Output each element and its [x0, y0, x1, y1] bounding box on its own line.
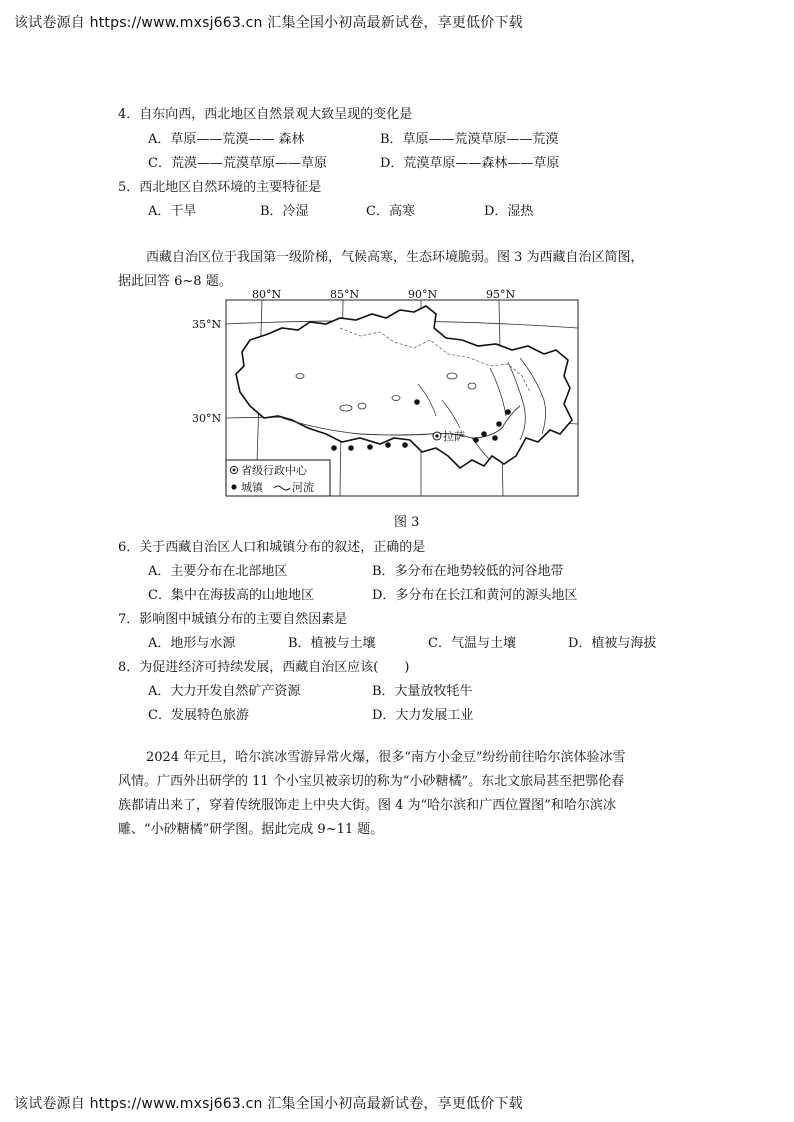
passage-harbin-line-4: 雕、“小砂糖橘”研学图。据此完成 9~11 题。 [118, 822, 384, 837]
question-8-option-b: B．大量放牧牦牛 [372, 684, 473, 699]
lon-label-85: 85°N [330, 288, 360, 301]
lake-3 [447, 373, 457, 379]
capital-symbol-dot [435, 434, 438, 437]
map-legend [226, 460, 330, 496]
town [402, 442, 408, 448]
lake-6 [392, 396, 400, 401]
question-4-option-d: D．荒漠草原——森林——草原 [380, 156, 560, 171]
question-7-option-b: B．植被与土壤 [288, 636, 376, 651]
town [367, 444, 373, 450]
passage-harbin [118, 746, 678, 842]
passage-harbin-line-2: 风情。广西外出研学的 11 个小宝贝被亲切的称为“小砂糖橘”。东北文旅局甚至把鄂伦春 [118, 774, 625, 789]
town [505, 409, 511, 415]
town [385, 442, 391, 448]
question-5-option-c: C．高寒 [366, 204, 415, 219]
question-8-stem: 8．为促进经济可持续发展，西藏自治区应该( ) [118, 660, 410, 675]
lake-1 [340, 405, 352, 411]
question-6-option-d: D．多分布在长江和黄河的源头地区 [372, 588, 578, 603]
question-5-option-a: A．干旱 [148, 204, 197, 219]
question-4-option-c: C．荒漠——荒漠草原——草原 [148, 156, 327, 171]
town [331, 445, 337, 451]
lake-4 [468, 383, 476, 389]
town [496, 421, 502, 427]
legend-capital-label: 省级行政中心 [241, 464, 307, 477]
town [414, 399, 420, 405]
figure-3-caption: 图 3 [394, 515, 420, 530]
lat-label-30: 30°N [192, 412, 222, 425]
town [473, 437, 479, 443]
question-6-option-b: B．多分布在地势较低的河谷地带 [372, 564, 564, 579]
question-4-stem: 4．自东向西，西北地区自然景观大致呈现的变化是 [118, 107, 413, 122]
passage-harbin-line-3: 族都请出来了，穿着传统服饰走上中央大街。图 4 为“哈尔滨和广西位置图”和哈尔滨冰 [118, 798, 616, 813]
question-7-stem: 7．影响图中城镇分布的主要自然因素是 [118, 612, 348, 627]
legend-town-label: 城镇 [241, 481, 263, 494]
question-8-option-a: A．大力开发自然矿产资源 [148, 684, 301, 699]
question-6-option-c: C．集中在海拔高的山地地区 [148, 588, 314, 603]
footer-source-banner: 该试卷源自 https://www.mxsj663.cn 汇集全国小初高最新试卷，享更低价下载 [14, 1096, 523, 1112]
question-4-option-b: B．草原——荒漠草原——荒漠 [380, 132, 559, 147]
passage-tibet [118, 246, 678, 294]
passage-tibet-line-1: 西藏自治区位于我国第一级阶梯，气候高寒，生态环境脆弱。图 3 为西藏自治区简图， [146, 250, 644, 265]
question-6-option-a: A．主要分布在北部地区 [148, 564, 288, 579]
passage-tibet-line-2: 据此回答 6~8 题。 [118, 274, 232, 289]
town [481, 431, 487, 437]
lake-5 [296, 374, 304, 379]
passage-harbin-line-1: 2024 年元旦，哈尔滨冰雪游异常火爆，很多“南方小金豆”纷纷前往哈尔滨体验冰雪 [146, 750, 626, 765]
tibet-map [190, 288, 590, 503]
legend-river-label: 河流 [292, 481, 314, 494]
town [492, 435, 498, 441]
question-5-option-b: B．冷湿 [260, 204, 309, 219]
header-source-banner: 该试卷源自 https://www.mxsj663.cn 汇集全国小初高最新试卷，享更低价下载 [14, 15, 523, 31]
lon-label-95: 95°N [486, 288, 516, 301]
capital-label: 拉萨 [443, 430, 465, 443]
question-5-option-d: D．湿热 [484, 204, 534, 219]
question-4-option-a: A．草原——荒漠—— 森林 [148, 132, 305, 147]
lake-2 [358, 403, 366, 409]
town [348, 445, 354, 451]
lon-label-90: 90°N [408, 288, 438, 301]
question-7-option-a: A．地形与水源 [148, 636, 236, 651]
legend-town-symbol [231, 484, 236, 489]
question-8-option-d: D．大力发展工业 [372, 708, 474, 723]
question-8-option-c: C．发展特色旅游 [148, 708, 249, 723]
question-7-option-c: C．气温与土壤 [428, 636, 516, 651]
question-5-stem: 5．西北地区自然环境的主要特征是 [118, 180, 322, 195]
question-7-option-d: D．植被与海拔 [568, 636, 657, 651]
lon-label-80: 80°N [252, 288, 282, 301]
lat-label-35: 35°N [192, 318, 222, 331]
legend-capital-dot [233, 469, 236, 472]
question-6-stem: 6．关于西藏自治区人口和城镇分布的叙述，正确的是 [118, 540, 426, 555]
